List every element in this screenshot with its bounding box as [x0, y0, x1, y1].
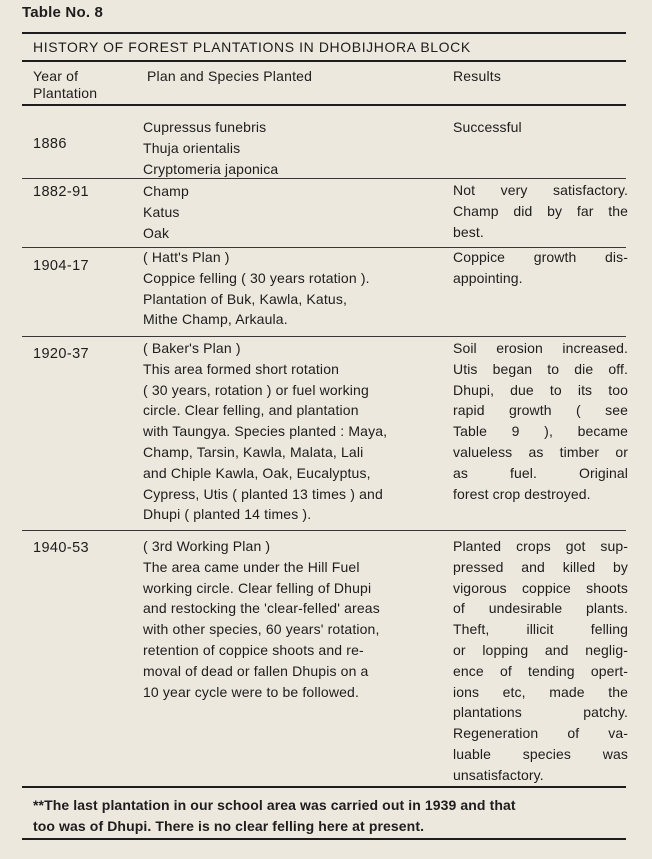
results-line: Champ did by far the — [453, 202, 628, 219]
results-line: as fuel. Original — [453, 464, 628, 481]
plan-line: with other species, 60 years' rotation, — [143, 621, 380, 638]
results-line: valueless as timber or — [453, 443, 628, 460]
plan-line: and restocking the 'clear-felled' areas — [143, 600, 380, 617]
plan-line: Oak — [143, 224, 170, 241]
results-cell — [453, 536, 628, 786]
plan-line: ( 3rd Working Plan ) — [143, 538, 271, 554]
plan-line: Mithe Champ, Arkaula. — [143, 311, 288, 328]
year-cell: 1940-53 — [33, 540, 90, 556]
header-year-line: Plantation — [33, 85, 98, 101]
plan-line: Champ, Tarsin, Kawla, Malata, Lali — [143, 443, 364, 460]
plan-line: circle. Clear felling, and plantation — [143, 402, 359, 419]
plan-line: retention of coppice shoots and re- — [143, 641, 364, 658]
results-line: plantations patchy. — [453, 704, 628, 721]
plan-line: and Chiple Kawla, Oak, Eucalyptus, — [143, 464, 371, 481]
plan-line: Coppice felling ( 30 years rotation ). — [143, 269, 370, 286]
plan-cell — [143, 536, 428, 702]
year-cell: 1882-91 — [33, 184, 90, 200]
plan-cell — [143, 247, 428, 330]
plan-line: Dhupi ( planted 14 times ). — [143, 506, 312, 523]
title-rule — [22, 60, 626, 62]
results-line: ence of tending opert- — [453, 662, 628, 679]
results-line: luable species was — [453, 745, 628, 762]
results-line: Soil erosion increased. — [453, 340, 628, 356]
results-line: of undesirable plants. — [453, 600, 628, 617]
end-rule — [22, 838, 626, 840]
results-line: Utis began to die off. — [453, 360, 628, 377]
plan-line: Cypress, Utis ( planted 13 times ) and — [143, 485, 383, 502]
results-line: Dhupi, due to its too — [453, 381, 628, 398]
plan-cell — [143, 117, 428, 179]
results-line: ions etc, made the — [453, 683, 628, 700]
results-cell — [453, 117, 628, 138]
header-year-line: Year of — [33, 68, 79, 84]
results-line: Not very satisfactory. — [453, 182, 628, 198]
results-line: vigorous coppice shoots — [453, 579, 628, 596]
results-cell — [453, 338, 628, 504]
results-line: Theft, illicit felling — [453, 621, 628, 638]
results-line: pressed and killed by — [453, 558, 628, 575]
row-separator — [22, 336, 626, 337]
bottom-rule — [22, 786, 626, 788]
year-cell: 1920-37 — [33, 346, 90, 362]
plan-line: ( 30 years, rotation ) or fuel working — [143, 381, 369, 398]
plan-line: ( Hatt's Plan ) — [143, 249, 230, 265]
results-line: or lopping and neglig- — [453, 641, 628, 658]
footnote — [33, 795, 618, 837]
results-line: forest crop destroyed. — [453, 485, 591, 502]
row-separator — [22, 530, 626, 531]
results-line: Planted crops got sup- — [453, 538, 628, 554]
results-line: appointing. — [453, 269, 523, 286]
header-plan: Plan and Species Planted — [147, 68, 313, 84]
plan-line: moval of dead or fallen Dhupis on a — [143, 662, 369, 679]
plan-line: Cryptomeria japonica — [143, 160, 279, 177]
header-results: Results — [453, 68, 502, 84]
plan-line: Thuja orientalis — [143, 139, 241, 156]
plan-cell — [143, 338, 428, 525]
results-line: Regeneration of va- — [453, 725, 628, 742]
plan-line: The area came under the Hill Fuel — [143, 558, 360, 575]
results-cell — [453, 180, 628, 242]
results-line: Coppice growth dis- — [453, 249, 628, 265]
year-cell: 1904-17 — [33, 258, 90, 274]
plan-line: Katus — [143, 203, 180, 220]
plan-line: working circle. Clear felling of Dhupi — [143, 579, 372, 596]
plan-line: ( Baker's Plan ) — [143, 340, 241, 356]
year-cell: 1886 — [33, 136, 67, 152]
results-cell — [453, 247, 628, 289]
table-title: HISTORY OF FOREST PLANTATIONS IN DHOBIJHORA BLOCK — [33, 39, 471, 55]
plan-line: with Taungya. Species planted : Maya, — [143, 423, 388, 440]
header-year — [33, 68, 97, 102]
plan-line: Champ — [143, 183, 189, 199]
table-number: Table No. 8 — [22, 4, 104, 21]
results-line: unsatisfactory. — [453, 766, 544, 783]
row-separator — [22, 178, 626, 179]
results-line: Table 9 ), became — [453, 423, 628, 440]
plan-line: Plantation of Buk, Kawla, Katus, — [143, 290, 348, 307]
top-rule — [22, 32, 626, 34]
footnote-line: **The last plantation in our school area was carried out in 1939 and that — [33, 797, 516, 813]
plan-line: This area formed short rotation — [143, 360, 340, 377]
results-line: Successful — [453, 119, 522, 135]
results-line: rapid growth ( see — [453, 402, 628, 419]
plan-line: 10 year cycle were to be followed. — [143, 683, 359, 700]
plan-line: Cupressus funebris — [143, 119, 267, 135]
footnote-line: too was of Dhupi. There is no clear felling here at present. — [33, 818, 425, 834]
plan-cell — [143, 181, 428, 243]
results-line: best. — [453, 223, 484, 240]
header-rule — [22, 104, 626, 106]
